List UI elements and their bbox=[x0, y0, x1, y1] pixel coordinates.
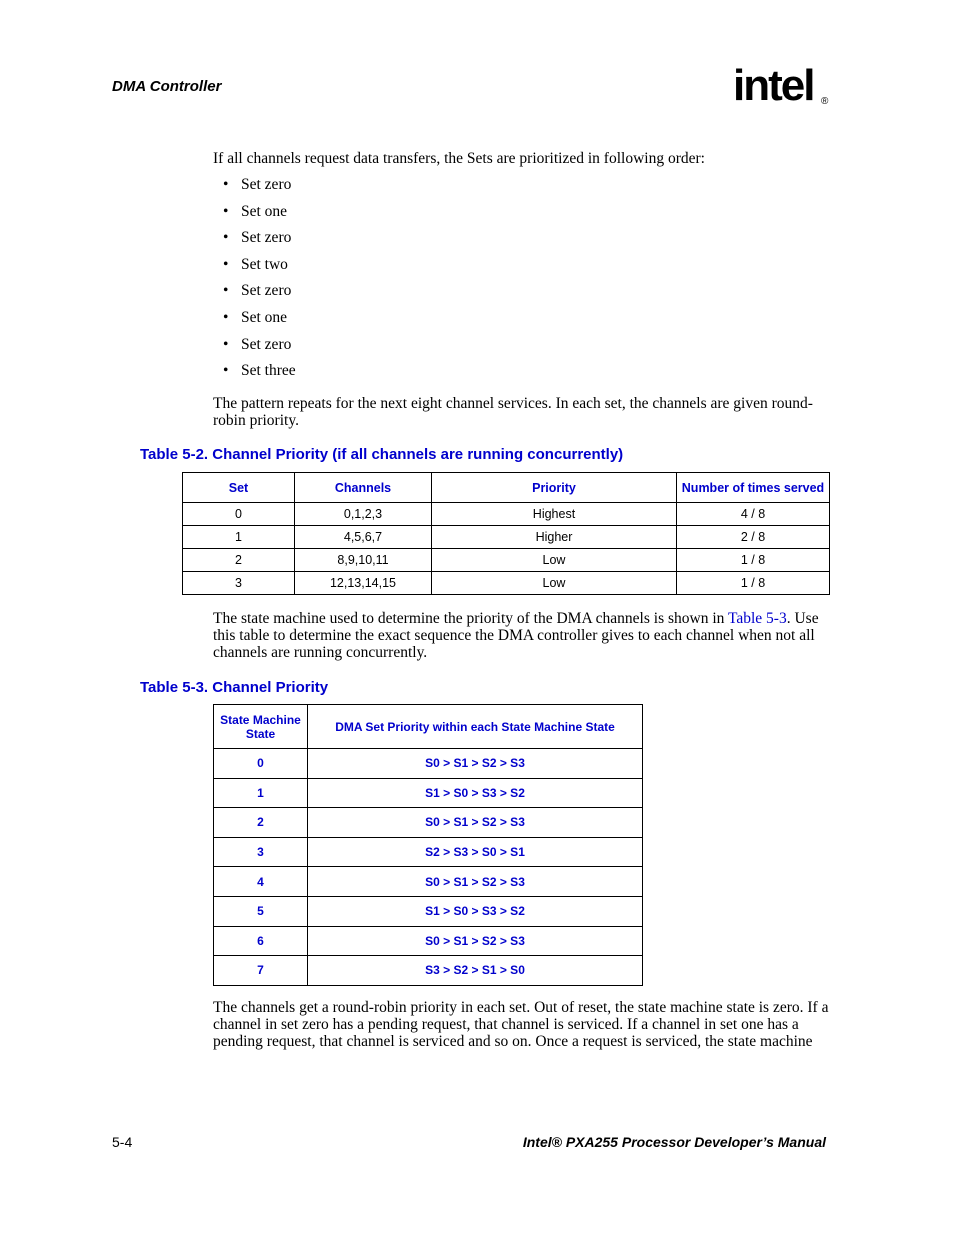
table-cell: Low bbox=[432, 549, 677, 572]
table-row bbox=[214, 749, 643, 779]
set-order-list bbox=[223, 176, 296, 389]
logo-wordmark: intel bbox=[733, 62, 814, 110]
page-number: 5-4 bbox=[112, 1134, 133, 1150]
table-cell: Low bbox=[432, 572, 677, 595]
bullet-icon: • bbox=[223, 255, 229, 273]
table-cell: 1 / 8 bbox=[677, 572, 830, 595]
table-cell: 2 bbox=[214, 808, 308, 838]
table-cell: S2 > S3 > S0 > S1 bbox=[308, 837, 643, 867]
bullet-icon: • bbox=[223, 362, 229, 380]
table-cell: Highest bbox=[432, 503, 677, 526]
column-header-state: State Machine State bbox=[214, 705, 308, 749]
list-item-text: Set two bbox=[241, 255, 288, 273]
table-cell: S0 > S1 > S2 > S3 bbox=[308, 749, 643, 779]
table-row bbox=[183, 503, 830, 526]
paragraph-text: . Use this table to determine the exact sequence the DMA controller gives to each channel when not all channels are running concurrently. bbox=[213, 610, 819, 661]
intel-logo bbox=[733, 62, 833, 118]
table-row bbox=[214, 867, 643, 897]
round-robin-paragraph: The channels get a round-robin priority in each set. Out of reset, the state machine state is zero. If a channel in set zero has a pending request, that channel is serviced. If a channel in set one has a pending request, that channel is serviced and so on. Once a request is serviced, the state machine bbox=[213, 999, 829, 1050]
table-row bbox=[214, 837, 643, 867]
list-item bbox=[223, 362, 296, 389]
table-cell: 0 bbox=[183, 503, 295, 526]
list-item-text: Set zero bbox=[241, 335, 292, 353]
list-item-text: Set three bbox=[241, 362, 296, 380]
bullet-icon: • bbox=[223, 282, 229, 300]
table-row bbox=[214, 956, 643, 986]
table-cell: 8,9,10,11 bbox=[295, 549, 432, 572]
table-5-2-caption: Table 5-2. Channel Priority (if all channels are running concurrently) bbox=[140, 446, 624, 463]
table-cell: 1 bbox=[214, 778, 308, 808]
column-header-set: Set bbox=[183, 473, 295, 503]
list-item-text: Set one bbox=[241, 202, 288, 220]
table-5-3-caption: Table 5-3. Channel Priority bbox=[140, 679, 329, 696]
table-row bbox=[214, 808, 643, 838]
column-header-times-served: Number of times served bbox=[677, 473, 830, 503]
table-cell: 7 bbox=[214, 956, 308, 986]
bullet-icon: • bbox=[223, 202, 229, 220]
manual-title: Intel® PXA255 Processor Developer’s Manual bbox=[522, 1134, 826, 1150]
state-machine-priority-table bbox=[213, 704, 643, 986]
list-item-text: Set zero bbox=[241, 229, 292, 247]
table-cell: 4 bbox=[214, 867, 308, 897]
table-row bbox=[183, 549, 830, 572]
table-cell: 2 / 8 bbox=[677, 526, 830, 549]
table-cell: 12,13,14,15 bbox=[295, 572, 432, 595]
table-cell: 1 bbox=[183, 526, 295, 549]
list-item-text: Set zero bbox=[241, 282, 292, 300]
registered-mark: ® bbox=[821, 96, 829, 107]
table-cell: S0 > S1 > S2 > S3 bbox=[308, 808, 643, 838]
table-cell: S0 > S1 > S2 > S3 bbox=[308, 926, 643, 956]
table-row bbox=[183, 572, 830, 595]
list-item bbox=[223, 336, 296, 363]
table-row bbox=[214, 778, 643, 808]
table-cell: S0 > S1 > S2 > S3 bbox=[308, 867, 643, 897]
table-cell: 0 bbox=[214, 749, 308, 779]
table-cell: 4,5,6,7 bbox=[295, 526, 432, 549]
list-item bbox=[223, 282, 296, 309]
table-cell: 2 bbox=[183, 549, 295, 572]
table-cell: 1 / 8 bbox=[677, 549, 830, 572]
table-cell: S1 > S0 > S3 > S2 bbox=[308, 896, 643, 926]
bullet-icon: • bbox=[223, 335, 229, 353]
table-cell: S1 > S0 > S3 > S2 bbox=[308, 778, 643, 808]
paragraph-text: The state machine used to determine the priority of the DMA channels is shown in bbox=[213, 610, 728, 627]
table-header-row bbox=[183, 473, 830, 503]
intro-paragraph: If all channels request data transfers, the Sets are prioritized in following order: bbox=[213, 150, 705, 167]
table-header-row bbox=[214, 705, 643, 749]
table-cell: Higher bbox=[432, 526, 677, 549]
column-header-set-priority: DMA Set Priority within each State Machine State bbox=[308, 705, 643, 749]
list-item bbox=[223, 256, 296, 283]
table-row bbox=[214, 896, 643, 926]
column-header-priority: Priority bbox=[432, 473, 677, 503]
channel-priority-table bbox=[182, 472, 830, 595]
list-item bbox=[223, 176, 296, 203]
section-title: DMA Controller bbox=[112, 78, 222, 95]
list-item bbox=[223, 229, 296, 256]
table-cell: S3 > S2 > S1 > S0 bbox=[308, 956, 643, 986]
table-cell: 3 bbox=[214, 837, 308, 867]
table-cell: 6 bbox=[214, 926, 308, 956]
table-cell: 4 / 8 bbox=[677, 503, 830, 526]
column-header-channels: Channels bbox=[295, 473, 432, 503]
list-item-text: Set one bbox=[241, 308, 288, 326]
table-5-3-link[interactable]: Table 5-3 bbox=[727, 610, 787, 627]
list-item bbox=[223, 309, 296, 336]
table-cell: 3 bbox=[183, 572, 295, 595]
pattern-paragraph: The pattern repeats for the next eight channel services. In each set, the channels are given round-robin priority. bbox=[213, 395, 813, 429]
bullet-icon: • bbox=[223, 229, 229, 247]
bullet-icon: • bbox=[223, 308, 229, 326]
list-item-text: Set zero bbox=[241, 176, 292, 193]
table-cell: 0,1,2,3 bbox=[295, 503, 432, 526]
table-row bbox=[214, 926, 643, 956]
table-cell: 5 bbox=[214, 896, 308, 926]
state-machine-paragraph bbox=[213, 610, 831, 661]
list-item bbox=[223, 203, 296, 230]
bullet-icon: • bbox=[223, 176, 229, 193]
table-row bbox=[183, 526, 830, 549]
